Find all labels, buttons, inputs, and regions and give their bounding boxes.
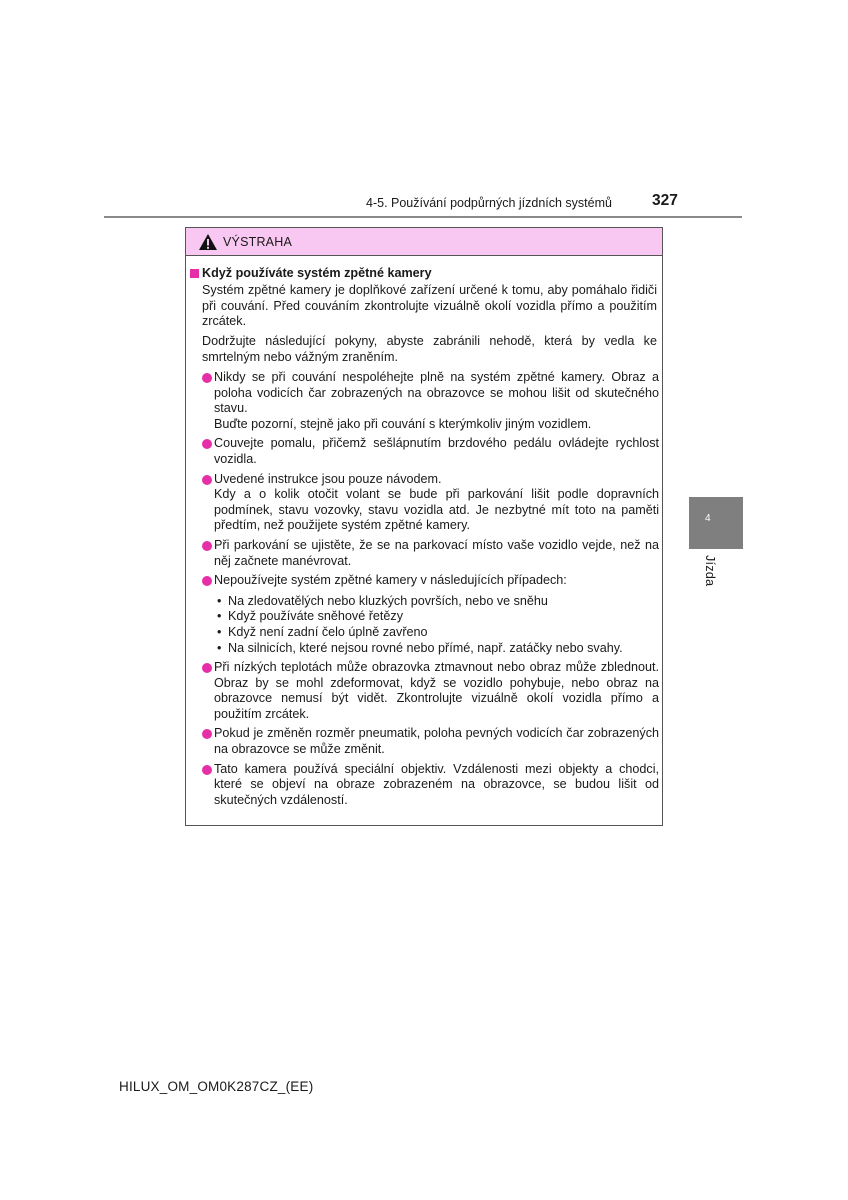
list-item-text: Při parkování se ujistěte, že se na parkovací místo vaše vozidlo vejde, než na něj začnete manévrovat.: [214, 537, 659, 568]
square-bullet-icon: [190, 269, 199, 278]
list-item-text: Pokud je změněn rozměr pneumatik, poloha pevných vodicích čar zobrazených na obrazovce se může změnit.: [214, 726, 659, 757]
list-item-text: Uvedené instrukce jsou pouze návodem.: [214, 471, 442, 486]
section-title-text: Když používáte systém zpětné kamery: [202, 266, 432, 280]
warning-triangle-icon: [198, 233, 218, 256]
chapter-tab: [689, 497, 743, 549]
list-item: [201, 370, 659, 432]
small-bullet-icon: •: [217, 609, 222, 624]
sub-list-item-text: Na zledovatělých nebo kluzkých površích, nebo ve sněhu: [228, 593, 548, 608]
list-item: [201, 436, 659, 467]
warning-header: [186, 228, 662, 256]
list-item: [201, 573, 659, 656]
list-item-text: Při nízkých teplotách může obrazovka ztmavnout nebo obraz může zblednout. Obraz by se mohl zdeformovat, když se vozidlo pohybuje, nebo obraz na obrazovce nemusí být vidět. Zkontrolujte vizuálně okolí vozidla přímo a použitím zrcátek.: [214, 660, 659, 721]
intro-paragraph: Systém zpětné kamery je doplňkové zařízení určené k tomu, aby pomáhalo řidiči při couvání. Před couváním zkontrolujte vizuálně okolí vozidla přímo a použitím zrcátek.: [202, 283, 657, 329]
circle-bullet-icon: [202, 373, 212, 383]
small-bullet-icon: •: [217, 624, 222, 639]
header-section-title: 4-5. Používání podpůrných jízdních systémů: [366, 196, 612, 210]
list-item-text: Tato kamera používá speciální objektiv. Vzdálenosti mezi objekty a chodci, které se objeví na obraze zobrazeném na obrazovce, se budou lišit od skutečných vzdáleností.: [214, 761, 659, 807]
warning-title: VÝSTRAHA: [223, 235, 292, 249]
list-item-text: Nepoužívejte systém zpětné kamery v následujících případech:: [214, 573, 567, 588]
header-rule: [104, 216, 742, 218]
list-item: [201, 660, 659, 722]
sub-list-item-text: Na silnicích, které nejsou rovné nebo přímé, např. zatáčky nebo svahy.: [228, 640, 623, 655]
section-title: [190, 266, 432, 282]
circle-bullet-icon: [202, 576, 212, 586]
warning-box: [185, 227, 663, 826]
circle-bullet-icon: [202, 663, 212, 673]
circle-bullet-icon: [202, 439, 212, 449]
list-item-extra: Kdy a o kolik otočit volant se bude při parkování lišit podle dopravních podmínek, stavu vozovky, stavu vozidla atd. Je nezbytné mít toto na paměti předtím, než použijete systém zpětné kamery.: [214, 487, 659, 533]
list-item-extra: Buďte pozorní, stejně jako při couvání s kterýmkoliv jiným vozidlem.: [214, 416, 592, 431]
list-item-text: Couvejte pomalu, přičemž sešlápnutím brzdového pedálu ovládejte rychlost vozidla.: [214, 436, 659, 466]
sub-list-item: [215, 594, 659, 610]
circle-bullet-icon: [202, 541, 212, 551]
footer-document-code: HILUX_OM_OM0K287CZ_(EE): [119, 1079, 314, 1094]
sub-list-item: [215, 641, 659, 657]
sub-bullet-list: [214, 594, 659, 656]
sub-list-item: [215, 609, 659, 625]
sub-list-item-text: Když není zadní čelo úplně zavřeno: [228, 624, 428, 639]
list-item: [201, 726, 659, 757]
circle-bullet-icon: [202, 729, 212, 739]
chapter-number: 4: [705, 513, 711, 524]
list-item: [201, 472, 659, 534]
list-item-text: Nikdy se při couvání nespoléhejte plně na systém zpětné kamery. Obraz a poloha vodicích čar zobrazených na obrazovce se mohou lišit od skutečného stavu.: [214, 370, 659, 416]
circle-bullet-icon: [202, 475, 212, 485]
circle-bullet-icon: [202, 765, 212, 775]
warning-bullet-list: [201, 370, 659, 812]
sub-list-item-text: Když používáte sněhové řetězy: [228, 609, 404, 624]
small-bullet-icon: •: [217, 593, 222, 608]
page-number: 327: [652, 192, 678, 209]
chapter-label: Jízda: [703, 555, 717, 587]
sub-list-item: [215, 625, 659, 641]
small-bullet-icon: •: [217, 640, 222, 655]
list-item: [201, 538, 659, 569]
instruction-paragraph: Dodržujte následující pokyny, abyste zabránili nehodě, která by vedla ke smrtelným nebo vážným zraněním.: [202, 334, 657, 364]
list-item: [201, 762, 659, 809]
